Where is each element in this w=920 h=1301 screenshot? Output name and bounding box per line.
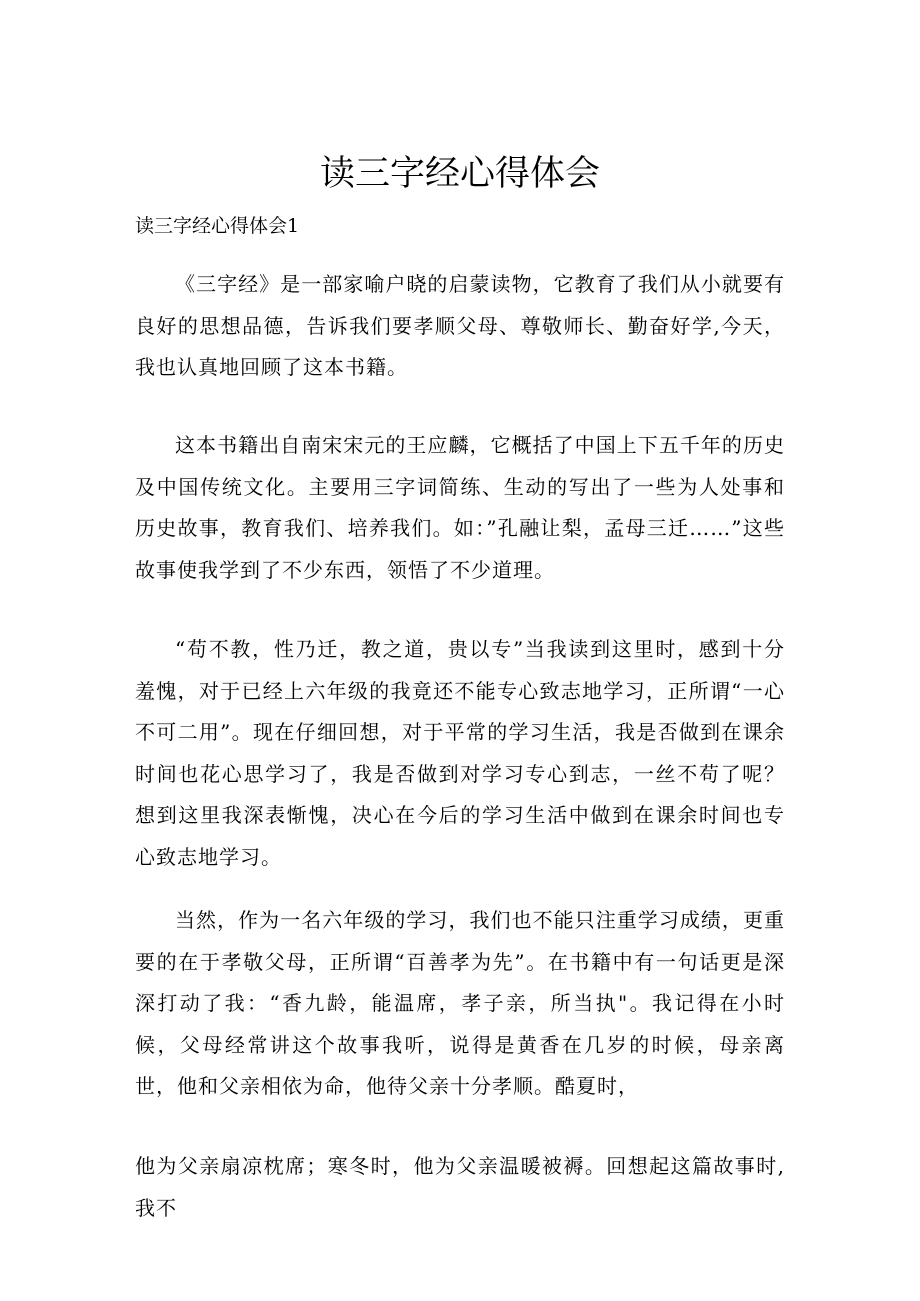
paragraph-5: 他为父亲扇凉枕席；寒冬时，他为父亲温暖被褥。回想起这篇故事时,我不 [135, 1154, 785, 1220]
paragraph-1: 《三字经》是一部家喻户晓的启蒙读物，它教育了我们从小就要有良好的思想品德，告诉我们要孝顺父母、尊敬师长、勤奋好学,今天，我也认真地回顾了这本书籍。 [135, 272, 785, 379]
paragraph-3: “苟不教，性乃迁，教之道，贵以专”当我读到这里时，感到十分羞愧，对于已经上六年级的我竟还不能专心致志地学习，正所谓“一心不可二用”。现在仔细回想，对于平常的学习生活，我是否做到在课余时间也花心思学习了，我是否做到对学习专心到志，一丝不苟了呢？想到这里我深表惭愧，决心在今后的学习生活中做到在课余时间也专心致志地学习。 [135, 637, 785, 869]
document-title: 读三字经心得体会 [319, 154, 600, 194]
paragraph-4: 当然，作为一名六年级的学习，我们也不能只注重学习成绩，更重要的在于孝敬父母，正所谓“百善孝为先”。在书籍中有一句话更是深深打动了我：“香九龄，能温席，孝子亲，所当执"。我记得在小时候，父母经常讲这个故事我听，说得是黄香在几岁的时候，母亲离世，他和父亲相依为命，他待父亲十分孝顺。酷夏时， [135, 908, 785, 1098]
section-heading: 读三字经心得体会1 [135, 215, 300, 237]
paragraph-2: 这本书籍出自南宋宋元的王应麟，它概括了中国上下五千年的历史及中国传统文化。主要用三字词简练、生动的写出了一些为人处事和历史故事，教育我们、培养我们。如：”孔融让梨，孟母三迁……”这些故事使我学到了不少东西，领悟了不少道理。 [135, 433, 785, 582]
